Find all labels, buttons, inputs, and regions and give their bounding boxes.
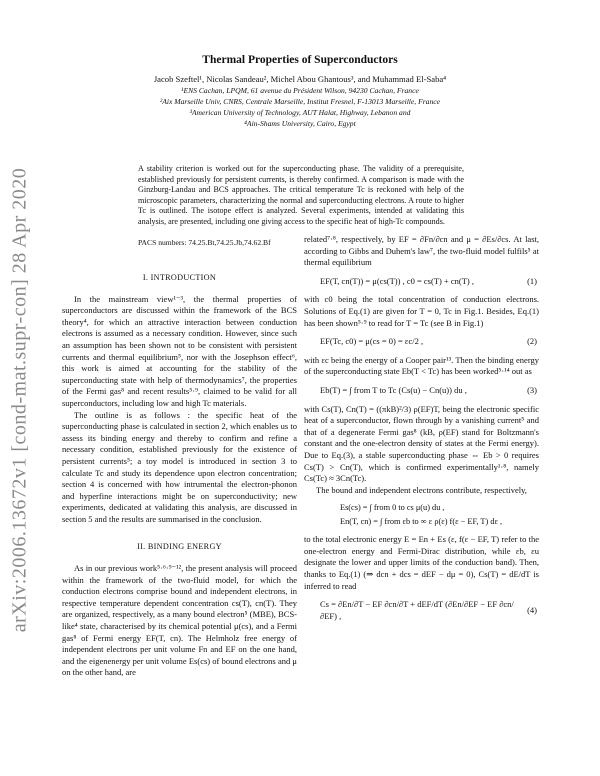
section-heading-introduction: I. INTRODUCTION [142, 273, 217, 282]
equation-es: Es(cs) = ∫ from 0 to cs μ(u) du , [340, 503, 445, 513]
intro-paragraph-2: The outline is as follows : the specific heat of the superconducting phase is calculated in section 2, which enables us to assess its binding energy and thereby to confirm and refine a necessary condition, established previously for the existence of persistent currents⁵; a toy model is introduced in section 3 to calculate Tc and study its dependence upon electron concentration; section 4 is concerned with how intrumental the electron-phonon and hyperfine interactions might be on superconductivity; new experiments, dedicated at validating this analysis, are discussed in section 5 and the results are summarised in the conclusion. [62, 409, 297, 524]
arxiv-identifier[interactable]: arXiv:2006.13672v1 [cond-mat.supr-con] 28 Apr 2020 [8, 167, 31, 633]
right-paragraph-6: to the total electronic energy E = En + Es (ε, f(ε − EF, T) refer to the one-electron energy and Fermi-Dirac distribution, while εb, εu designate the lower and upper limits of the conduction band). Then, thanks to Eq.(1) (⇒ dcn + dcs = dEF − dμ = 0), Cs(T) = dE/dT is inferred to read [304, 534, 539, 591]
right-paragraph-3: with εc being the energy of a Cooper pair¹³. Then the binding energy of the superconducting state Eb(T < Tc) has been worked⁵·¹⁴ out as [304, 354, 539, 377]
right-column [304, 234, 539, 629]
equation-4 [304, 599, 539, 622]
arxiv-sidebar [6, 160, 34, 640]
equation-en: En(T, cn) = ∫ from εb to ∞ ε ρ(ε) f(ε − EF, T) dε , [340, 517, 503, 527]
pacs-numbers: PACS numbers: 74.25.Bt,74.25.Jb,74.62.Bf [138, 238, 271, 247]
equation-3-number: (3) [527, 384, 537, 395]
equation-2 [304, 336, 539, 348]
equation-4-body: Cs = ∂En/∂T − EF ∂cn/∂T + dEF/dT (∂En/∂EF − EF ∂cn/∂EF) , [320, 599, 514, 621]
equation-2-body: EF(Tc, c0) = μ(cs = 0) = εc/2 , [320, 336, 424, 347]
right-paragraph-1: related⁷·⁸, respectively, by EF = ∂Fn/∂cn and μ = ∂Es/∂cs. At last, according to Gibbs and Duhem's law⁷, the two-fluid model fulfils⁵ at thermal equilibrium [304, 234, 539, 268]
paper-title: Thermal Properties of Superconductors [202, 54, 398, 66]
affiliation-3: ³American University of Technology, AUT Halat, Highway, Lebanon and [189, 108, 411, 117]
equation-3 [304, 385, 539, 397]
right-paragraph-5: The bound and independent electrons contribute, respectively, [316, 484, 527, 495]
intro-paragraph-1: In the mainstream view¹⁻³, the thermal properties of superconductors are discussed within the framework of the BCS theory⁴, for which an attractive interaction between conduction electrons is assumed as a necessary condition. However, since such an assumption has been shown not to be consistent with persistent currents and thermal equilibrium⁵, nor with the Josephson effect⁶, this work is aimed at accounting for the stability of the superconducting state with help of thermodynamics⁷, the properties of the Fermi gas⁸ and recent results⁵·⁹, claimed to be valid for all superconductors, including low and high Tc materials. [62, 293, 297, 408]
right-paragraph-2: with c0 being the total concentration of conduction electrons. Solutions of Eq.(1) are given for T = 0, Tc in Fig.1. Besides, Eq.(1) has been shown⁵·⁹ to read for T = Tc (see B in Fig.1) [304, 294, 539, 328]
affiliation-1: ¹ENS Cachan, LPQM, 61 avenue du Président Wilson, 94230 Cachan, France [181, 86, 419, 95]
equation-1 [304, 276, 539, 288]
abstract: A stability criterion is worked out for the superconducting phase. The validity of a prerequisite, established previously for persistent currents, is thereby confirmed. A comparison is made with the Ginzburg-Landau and BCS approaches. The critical temperature Tc is reckoned with help of the microscopic parameters, characterizing the normal and superconducting electrons. A route to higher Tc is outlined. The isotope effect is analyzed. Several experiments, intended at validating this analysis, are presented, including one giving access to the specific heat of high-Tc compounds. [138, 164, 464, 226]
affiliation-2: ²Aix Marseille Univ, CNRS, Centrale Marseille, Institut Fresnel, F-13013 Marseille, France [159, 97, 441, 106]
equation-1-body: EF(T, cn(T)) = μ(cs(T)) , c0 = cs(T) + cn(T) , [320, 275, 475, 286]
affiliation-4: ⁴Ain-Shams University, Cairo, Egypt [244, 119, 356, 128]
equation-4-number: (4) [527, 605, 537, 616]
equation-1-number: (1) [527, 275, 537, 286]
section-heading-binding-energy: II. BINDING ENERGY [137, 542, 222, 552]
binding-paragraph-1: As in our previous work⁵·⁶·⁹⁻¹², the present analysis will proceed within the framework of the two-fluid model, for which the conduction electrons comprise bound and independent electrons, in respective temperature dependent concentration cs(T), cn(T). They are organized, respectively, as a many bound electron⁵ (MBE), BCS-like⁴ state, characterised by its chemical potential μ(cs), and a Fermi gas⁸ of Fermi energy EF(T, cn). The Helmholz free energy of independent electrons per unit volume Fn and EF on the one hand, and the eigenenergy per unit volume Es(cs) of bound electrons and μ on the other hand, are [62, 563, 297, 678]
equation-2-number: (2) [527, 336, 537, 347]
equation-3-body: Eb(T) = ∫ from T to Tc (Cs(u) − Cn(u)) du , [320, 384, 467, 395]
author-list: Jacob Szeftel¹, Nicolas Sandeau², Michel Abou Ghantous³, and Muhammad El-Saba⁴ [153, 74, 447, 84]
right-paragraph-4: with Cs(T), Cn(T) = ((πkB)²/3) ρ(EF)T, being the electronic specific heat of a superconductor, flown through by a vanishing current⁵ and that of a degenerate Fermi gas⁸ (kB, ρ(EF) stand for Boltzmann's constant and the one-electron density of states at the Fermi energy). Due to Eq.(3), a stable superconducting phase ⇔ Eb > 0 requires Cs(T) > Cn(T), which is confirmed experimentally¹·⁸, namely Cs(Tc) ≈ 3Cn(Tc). [304, 403, 539, 484]
left-column [62, 262, 297, 679]
